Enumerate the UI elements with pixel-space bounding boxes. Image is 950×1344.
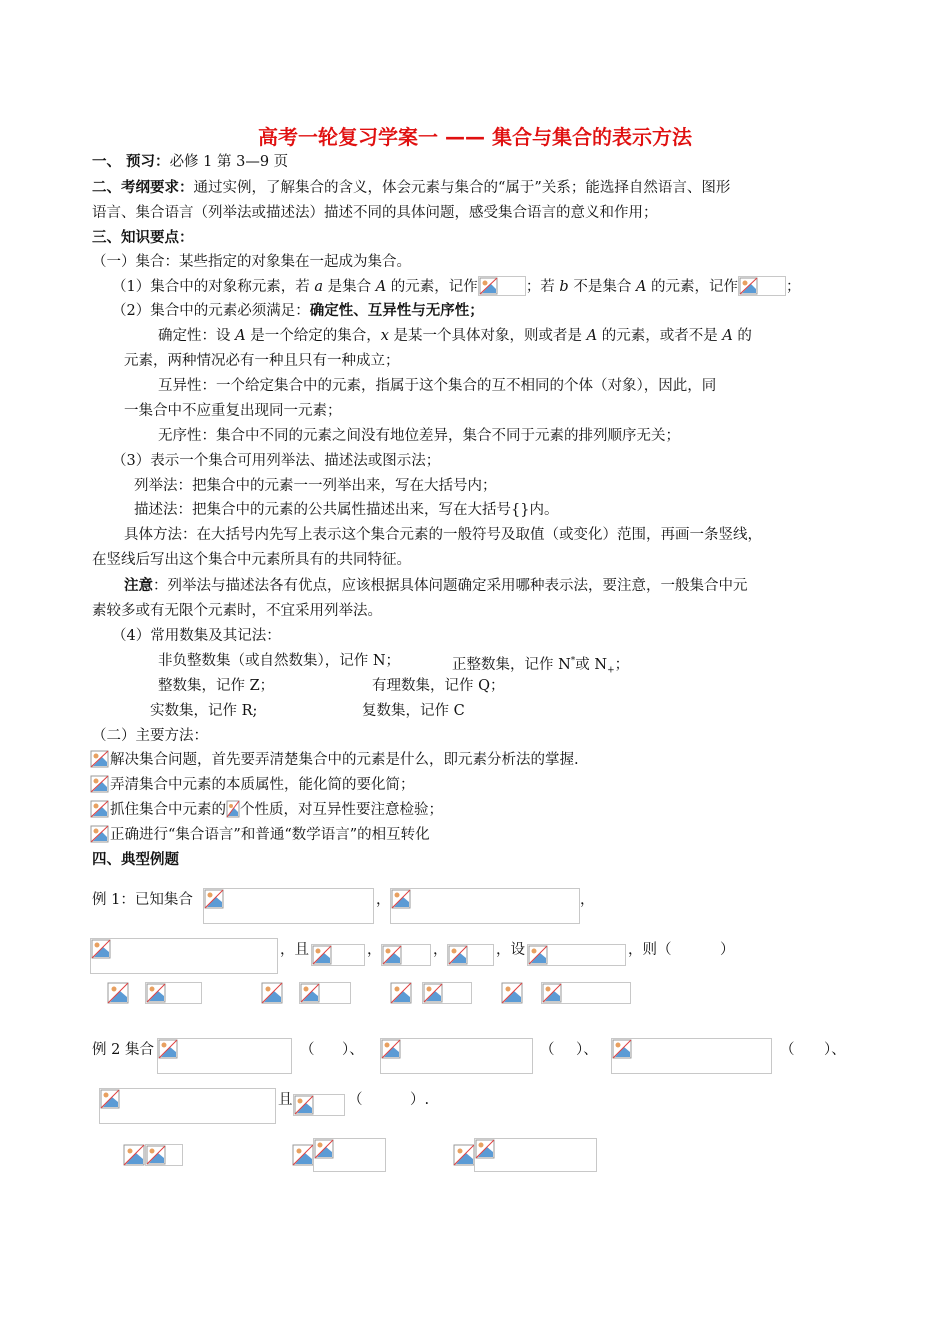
example2-paren2-close: ）、 [576,1042,598,1058]
option-c [422,982,472,1004]
option-b [313,1138,386,1172]
image-placeholder [478,276,526,296]
broken-image-icon [390,982,412,1004]
numset-integer: 整数集，记作 Z； [158,678,275,694]
knowledge-p16: （4）常用数集及其记法： [112,628,281,644]
example1-sep3: ， [367,942,382,958]
knowledge-p2: （1）集合中的对象称元素，若 a 是集合 A 的元素，记作 ；若 b 不是集合 A 的元素，记作 ； [112,276,801,297]
example1-sep1: ， [376,892,391,908]
numset-complex: 复数集，记作 C [362,703,465,719]
knowledge-p6: 互异性：一个给定集合中的元素，指属于这个集合的互不相同的个体（对象），因此，同 [158,378,717,394]
page-title: 高考一轮复习学案一 —— 集合与集合的表示方法 [258,125,692,149]
formula-placeholder [381,944,431,966]
example1-label: 例 1：已知集合 [92,892,193,908]
section-preview: 一、 预习：必修 1 第 3—9 页 [92,154,289,170]
example2-paren3-close: ）、 [824,1042,846,1058]
broken-image-icon [100,1089,120,1109]
broken-image-icon [90,800,110,818]
broken-image-icon [423,983,443,1003]
option-label-c [390,982,414,1006]
broken-image-icon [448,945,468,965]
knowledge-p10: 列举法：把集合中的元素一一列举出来，写在大括号内； [134,478,497,494]
broken-image-icon [528,945,548,965]
example2-and: 且 [278,1092,293,1108]
option-c [474,1138,597,1172]
example1-sep4: ， [433,942,448,958]
broken-image-icon [90,775,110,793]
broken-image-icon [300,983,320,1003]
example1-then: ，则（ [628,942,672,958]
syllabus-line2: 语言、集合语言（列举法或描述法）描述不同的具体问题，感受集合语言的意义和作用； [92,205,658,221]
knowledge-p8: 无序性：集合中不同的元素之间没有地位差异，集合不同于元素的排列顺序无关； [158,428,680,444]
broken-image-icon [146,983,166,1003]
example2-paren3-open: （ [780,1042,795,1058]
option-d [541,982,631,1004]
broken-image-icon [314,1139,334,1159]
option-a [145,1144,183,1166]
section-knowledge: 三、知识要点： [92,230,194,246]
broken-image-icon [204,889,224,909]
example2-final-close: ）. [410,1092,430,1108]
example2-paren1-open: （ [300,1042,315,1058]
formula-placeholder [203,888,374,924]
option-b [299,982,351,1004]
broken-image-icon [479,277,499,295]
formula-placeholder [157,1038,292,1074]
knowledge-p9: （3）表示一个集合可用列举法、描述法或图示法； [112,453,441,469]
method-3: 抓住集合中元素的 个性质，对互异性要注意检验； [90,800,443,820]
methods-head: （二）主要方法： [92,728,208,744]
knowledge-p13: 在竖线后写出这个集合中元素所具有的共同特征。 [92,552,411,568]
numset-positive: 正整数集，记作 N*或 $N_+$； [452,656,630,676]
knowledge-p15: 素较多或有无限个元素时，不宜采用列举法。 [92,603,382,619]
option-label-b [261,982,285,1006]
section-examples: 四、典型例题 [92,852,179,868]
knowledge-p12: 具体方法：在大括号内先写上表示这个集合元素的一般符号及取值（或变化）范围，再画一条竖线， [124,527,762,543]
option-label-a [123,1144,147,1168]
broken-image-icon [261,982,283,1004]
example2-paren1-close: ）、 [342,1042,364,1058]
knowledge-p1: （一）集合：某些指定的对象集在一起成为集合。 [92,254,411,270]
section-syllabus: 二、考纲要求：通过实例，了解集合的含义，体会元素与集合的“属于”关系；能选择自然语言、图形 [92,180,731,196]
example1-close: ） [720,942,735,958]
formula-placeholder [99,1088,276,1124]
formula-placeholder [611,1038,772,1074]
knowledge-p5: 元素，两种情况必有一种且只有一种成立； [124,353,400,369]
broken-image-icon [739,277,759,295]
numset-real: 实数集，记作 R; [150,703,258,719]
broken-image-icon [90,750,110,768]
example1-sep2: ， [580,892,595,908]
numset-natural: 非负整数集（或自然数集），记作 N； [158,653,401,669]
method-1: 解决集合问题，首先要弄清楚集合中的元素是什么，即元素分析法的掌握. [90,750,579,770]
example2-final-open: （ [348,1092,363,1108]
broken-image-icon [90,825,110,843]
method-4: 正确进行“集合语言”和普通“数学语言”的相互转化 [90,825,430,845]
broken-image-icon [475,1139,495,1159]
broken-image-icon [91,939,111,959]
broken-image-icon [146,1145,166,1165]
formula-placeholder [293,1094,345,1116]
broken-image-icon [312,945,332,965]
example2-paren2-open: （ [540,1042,555,1058]
option-label-d [501,982,525,1006]
numset-rational: 有理数集，记作 Q； [372,678,505,694]
formula-placeholder [390,888,580,924]
method-2: 弄清集合中元素的本质属性，能化简的要化简； [90,775,415,795]
broken-image-icon [612,1039,632,1059]
broken-image-icon [158,1039,178,1059]
broken-image-icon [542,983,562,1003]
formula-placeholder [380,1038,533,1074]
option-a [145,982,202,1004]
broken-image-icon [123,1144,145,1166]
formula-placeholder [527,944,626,966]
broken-image-icon [382,945,402,965]
broken-image-icon [292,1144,314,1166]
broken-image-icon [501,982,523,1004]
example1-set: ，设 [496,942,525,958]
broken-image-icon [453,1144,475,1166]
example1-and: ，且 [280,942,309,958]
option-label-a [107,982,131,1006]
example2-label: 例 2 集合 [92,1042,154,1058]
knowledge-p7: 一集合中不应重复出现同一元素； [124,403,342,419]
broken-image-icon [381,1039,401,1059]
formula-placeholder [447,944,494,966]
knowledge-p14: 注意：列举法与描述法各有优点，应该根据具体问题确定采用哪种表示法，要注意，一般集合中元 [124,578,748,594]
broken-image-icon [294,1095,314,1115]
broken-image-icon [391,889,411,909]
broken-image-icon [107,982,129,1004]
image-placeholder [738,276,786,296]
knowledge-p11: 描述法：把集合中的元素的公共属性描述出来，写在大括号{}内。 [134,502,559,518]
knowledge-p4: 确定性：设 A 是一个给定的集合，x 是某一个具体对象，则或者是 A 的元素，或者不是 A 的 [158,328,752,344]
formula-placeholder [311,944,365,966]
knowledge-p3: （2）集合中的元素必须满足：确定性、互异性与无序性； [112,303,484,319]
broken-image-icon [226,800,240,818]
formula-placeholder [90,938,278,974]
